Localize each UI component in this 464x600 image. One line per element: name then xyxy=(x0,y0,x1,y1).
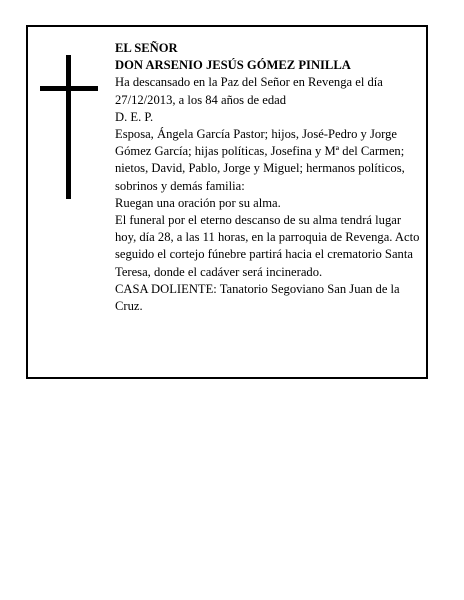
funeral-info: El funeral por el eterno descanso de su alma tendrá lugar hoy, día 28, a las 11 horas, en la parroquia de Revenga. Acto seguido el cortejo fúnebre partirá hacia el crematorio Santa Teresa, donde el cadáver será incinerado. xyxy=(115,213,420,279)
cross-icon xyxy=(40,55,98,199)
death-info: Ha descansado en la Paz del Señor en Revenga el día 27/12/2013, a los 84 años de edad xyxy=(115,75,383,107)
family-list: Esposa, Ángela García Pastor; hijos, José-Pedro y Jorge Gómez García; hijas políticas, Josefina y Mª del Carmen; nietos, David, Pablo, Jorge y Miguel; hermanos políticos, sobrinos y demás familia: xyxy=(115,127,405,193)
cross-vertical-bar xyxy=(66,55,71,199)
notice-title-line1: EL SEÑOR xyxy=(115,41,178,55)
notice-text xyxy=(115,40,425,315)
prayer-line: Ruegan una oración por su alma. xyxy=(115,195,281,210)
cross-horizontal-bar xyxy=(40,86,98,91)
notice-title-line2: DON ARSENIO JESÚS GÓMEZ PINILLA xyxy=(115,58,351,73)
casa-doliente: CASA DOLIENTE: Tanatorio Segoviano San Juan de la Cruz. xyxy=(115,281,400,314)
obituary-notice xyxy=(26,25,428,379)
dep-line: D. E. P. xyxy=(115,109,154,124)
